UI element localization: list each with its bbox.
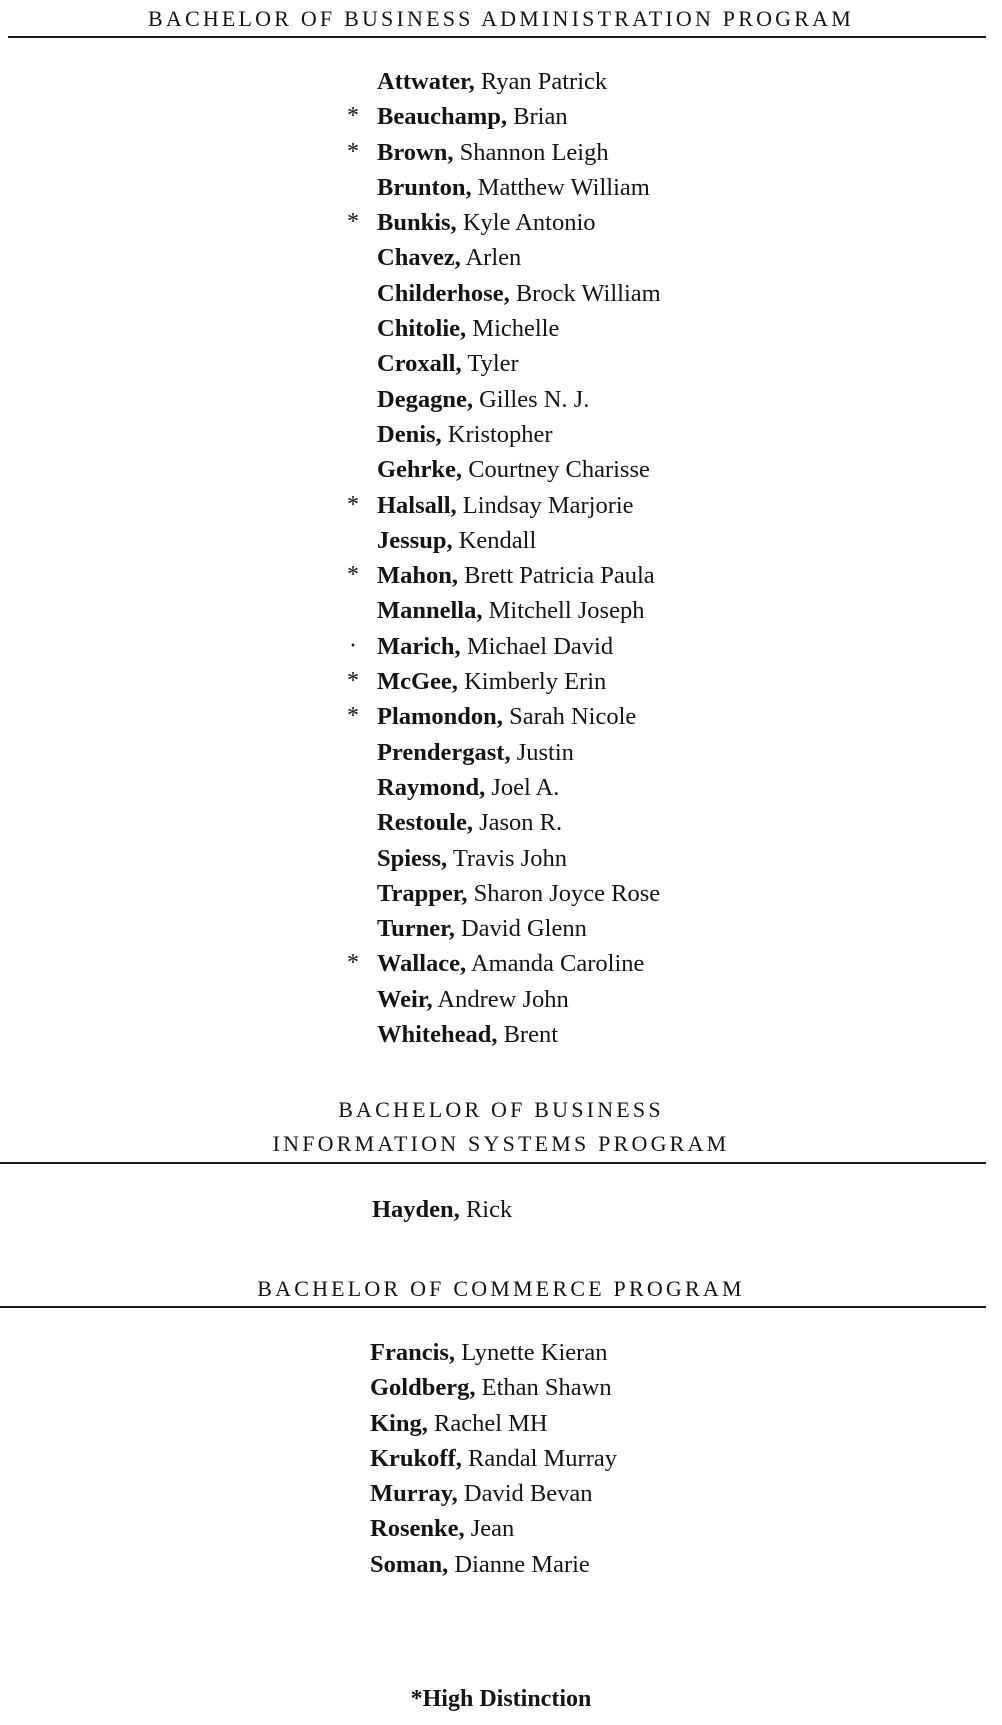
graduate-entry (377, 841, 661, 876)
graduate-given-names: David Bevan (463, 1480, 593, 1508)
graduate-entry (370, 1511, 617, 1546)
graduate-surname: Beauchamp, (377, 103, 508, 131)
section-rule-bbis (0, 1162, 986, 1164)
graduate-surname: Whitehead, (377, 1021, 498, 1049)
graduate-given-names: Brian (513, 103, 568, 131)
graduate-surname: Croxall, (377, 350, 462, 378)
graduate-given-names: Shannon Leigh (459, 138, 609, 166)
graduate-given-names: Jean (470, 1515, 515, 1543)
graduate-surname: Francis, (370, 1339, 456, 1366)
graduate-list-commerce (370, 1335, 617, 1582)
graduate-given-names: Joel A. (491, 773, 560, 801)
graduate-given-names: Michelle (472, 315, 560, 343)
distinction-marker: * (347, 138, 359, 165)
graduate-entry (377, 240, 661, 275)
distinction-marker: * (347, 562, 359, 589)
graduate-entry (349, 629, 661, 664)
graduate-surname: Jessup, (377, 526, 453, 554)
distinction-marker: * (347, 209, 359, 236)
graduate-entry (347, 99, 661, 134)
graduate-entry (370, 1406, 617, 1441)
section-rule-commerce (0, 1306, 986, 1308)
graduate-given-names: Kimberly Erin (464, 668, 607, 696)
graduate-entry (377, 805, 661, 840)
graduate-surname: Weir, (377, 985, 433, 1013)
graduate-surname: Murray, (370, 1480, 458, 1508)
graduate-entry (370, 1547, 617, 1582)
graduate-surname: Brown, (377, 138, 454, 166)
graduate-given-names: Brent (503, 1021, 559, 1049)
graduate-given-names: Travis John (452, 844, 567, 872)
graduate-surname: Childerhose, (377, 279, 510, 307)
graduate-given-names: Rachel MH (434, 1409, 548, 1437)
graduate-surname: Wallace, (377, 950, 467, 978)
graduate-entry (347, 946, 661, 981)
graduate-entry (377, 382, 661, 417)
graduate-given-names: Jason R. (479, 809, 563, 837)
graduate-surname: Trapper, (377, 879, 468, 907)
graduate-given-names: Sharon Joyce Rose (473, 879, 661, 907)
graduate-given-names: Ethan Shawn (481, 1374, 612, 1402)
distinction-marker: * (347, 491, 359, 518)
graduate-given-names: Justin (516, 738, 574, 766)
distinction-marker: * (347, 950, 359, 977)
graduate-surname: McGee, (377, 668, 458, 696)
graduate-entry (347, 205, 661, 240)
graduate-surname: Mannella, (377, 597, 483, 625)
graduate-given-names: Matthew William (477, 173, 650, 201)
graduate-surname: Rosenke, (370, 1515, 465, 1543)
section-heading-bba: BACHELOR OF BUSINESS ADMINISTRATION PROGRAM (147, 6, 854, 31)
graduate-entry (377, 876, 661, 911)
graduate-surname: Mahon, (377, 562, 459, 590)
graduate-surname: Restoule, (377, 809, 473, 837)
graduate-surname: Bunkis, (377, 209, 457, 237)
graduate-entry (377, 346, 661, 381)
graduate-entry (370, 1441, 617, 1476)
distinction-marker: · (349, 632, 357, 659)
graduate-given-names: Lindsay Marjorie (462, 491, 634, 519)
graduate-surname: Spiess, (377, 844, 448, 872)
graduate-entry (377, 276, 661, 311)
graduate-entry (347, 135, 661, 170)
graduate-entry (377, 770, 661, 805)
graduate-given-names: Lynette Kieran (461, 1339, 608, 1366)
graduate-given-names: Brett Patricia Paula (464, 562, 655, 590)
graduate-list-bbis (372, 1192, 512, 1227)
graduate-given-names: Brock William (515, 279, 661, 307)
graduate-entry (370, 1476, 617, 1511)
graduate-surname: Raymond, (377, 773, 486, 801)
graduate-given-names: David Glenn (460, 915, 587, 943)
graduate-entry (377, 311, 661, 346)
distinction-marker: * (347, 668, 359, 695)
graduate-entry (370, 1370, 617, 1405)
graduate-given-names: Gilles N. J. (479, 385, 590, 413)
graduate-given-names: Tyler (467, 350, 519, 378)
graduate-given-names: Kyle Antonio (462, 209, 596, 237)
section-heading-commerce: BACHELOR OF COMMERCE PROGRAM (257, 1276, 745, 1301)
graduate-given-names: Kendall (458, 526, 537, 554)
graduate-entry (377, 523, 661, 558)
graduate-list-bba (347, 64, 661, 1052)
graduate-entry (347, 488, 661, 523)
section-heading-bbis-line2: INFORMATION SYSTEMS PROGRAM (272, 1131, 730, 1156)
graduate-surname: Halsall, (377, 491, 457, 519)
graduate-given-names: Michael David (466, 632, 614, 660)
graduate-entry (377, 593, 661, 628)
graduate-entry (372, 1192, 512, 1227)
section-rule-bba (8, 36, 986, 38)
distinction-marker: * (347, 703, 359, 730)
graduate-given-names: Courtney Charisse (468, 456, 650, 484)
high-distinction-footnote: *High Distinction (410, 1686, 592, 1712)
graduate-surname: Gehrke, (377, 456, 463, 484)
graduate-surname: Brunton, (377, 173, 472, 201)
distinction-marker: * (347, 103, 359, 130)
graduate-surname: King, (370, 1409, 428, 1437)
graduate-entry (377, 417, 661, 452)
graduate-entry (377, 64, 661, 99)
graduate-given-names: Andrew John (437, 985, 569, 1013)
graduate-given-names: Randal Murray (468, 1444, 617, 1472)
graduate-given-names: Rick (465, 1196, 513, 1223)
graduate-entry (377, 735, 661, 770)
graduate-entry (347, 699, 661, 734)
graduate-surname: Hayden, (372, 1196, 460, 1223)
graduate-surname: Goldberg, (370, 1374, 476, 1402)
graduate-surname: Soman, (370, 1550, 449, 1578)
graduate-given-names: Mitchell Joseph (488, 597, 645, 625)
graduate-given-names: Sarah Nicole (509, 703, 637, 731)
graduate-surname: Prendergast, (377, 738, 511, 766)
graduate-surname: Marich, (377, 632, 461, 660)
graduate-entry (377, 452, 661, 487)
graduate-surname: Chavez, (377, 244, 461, 272)
section-heading-bbis-line1: BACHELOR OF BUSINESS (338, 1097, 664, 1122)
graduate-given-names: Kristopher (447, 420, 553, 448)
graduate-given-names: Amanda Caroline (470, 950, 645, 978)
graduate-given-names: Dianne Marie (454, 1550, 590, 1578)
graduate-entry (377, 1017, 661, 1052)
graduate-surname: Degagne, (377, 385, 473, 413)
graduate-surname: Krukoff, (370, 1444, 462, 1472)
graduate-entry (377, 911, 661, 946)
graduate-surname: Attwater, (377, 68, 475, 95)
graduate-surname: Denis, (377, 420, 442, 448)
graduate-given-names: Ryan Patrick (480, 68, 608, 95)
graduate-surname: Plamondon, (377, 703, 503, 731)
graduate-entry (377, 982, 661, 1017)
graduate-entry (377, 170, 661, 205)
graduate-entry (347, 558, 661, 593)
graduate-given-names: Arlen (465, 244, 522, 272)
graduate-surname: Turner, (377, 915, 455, 943)
graduate-surname: Chitolie, (377, 315, 467, 343)
graduate-entry (347, 664, 661, 699)
graduate-entry (370, 1335, 617, 1370)
